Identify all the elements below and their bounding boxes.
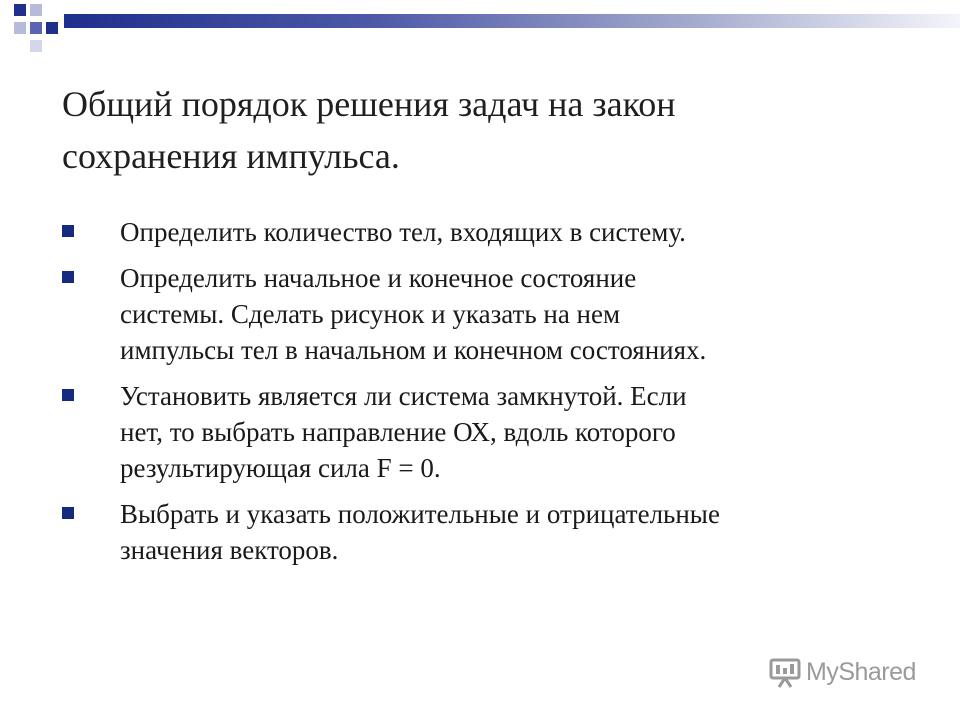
deco-square-light — [30, 4, 42, 16]
bullet-list — [62, 214, 922, 578]
square-bullet-icon — [62, 389, 74, 401]
slide-title-line: сохранения импульса. — [62, 136, 400, 176]
bullet-text-line: Определить количество тел, входящих в систему. — [120, 217, 686, 247]
presentation-screen-icon — [768, 656, 802, 690]
deco-square-dark — [14, 4, 26, 16]
bullet-text-line: импульсы тел в начальном и конечном состояниях. — [120, 335, 707, 365]
square-bullet-icon — [62, 271, 74, 283]
bullet-text-line: результирующая сила F = 0. — [120, 453, 441, 483]
bullet-item — [62, 260, 922, 368]
square-bullet-icon — [62, 225, 74, 237]
myshared-watermark — [768, 656, 928, 692]
bullet-item — [62, 378, 922, 486]
bullet-text-line: Выбрать и указать положительные и отрицательные — [120, 499, 720, 529]
slide-title-line: Общий порядок решения задач на закон — [62, 84, 676, 124]
square-bullet-icon — [62, 507, 74, 519]
bullet-text-line: Установить является ли система замкнутой. Если — [120, 381, 687, 411]
deco-square-light — [14, 22, 26, 34]
header-gradient-bar — [64, 14, 960, 28]
bullet-text-line: Определить начальное и конечное состояние — [120, 263, 637, 293]
deco-square-mid — [30, 22, 42, 34]
bullet-item — [62, 496, 922, 568]
bullet-text-line: нет, то выбрать направление ОХ, вдоль которого — [120, 417, 676, 447]
slide-title — [62, 78, 922, 182]
deco-square-dark — [46, 22, 58, 34]
bullet-text-line: системы. Сделать рисунок и указать на нем — [120, 299, 621, 329]
watermark-text: MyShared — [806, 658, 916, 686]
bullet-text-line: значения векторов. — [120, 535, 339, 565]
deco-square-light — [30, 40, 42, 52]
bullet-item — [62, 214, 922, 250]
